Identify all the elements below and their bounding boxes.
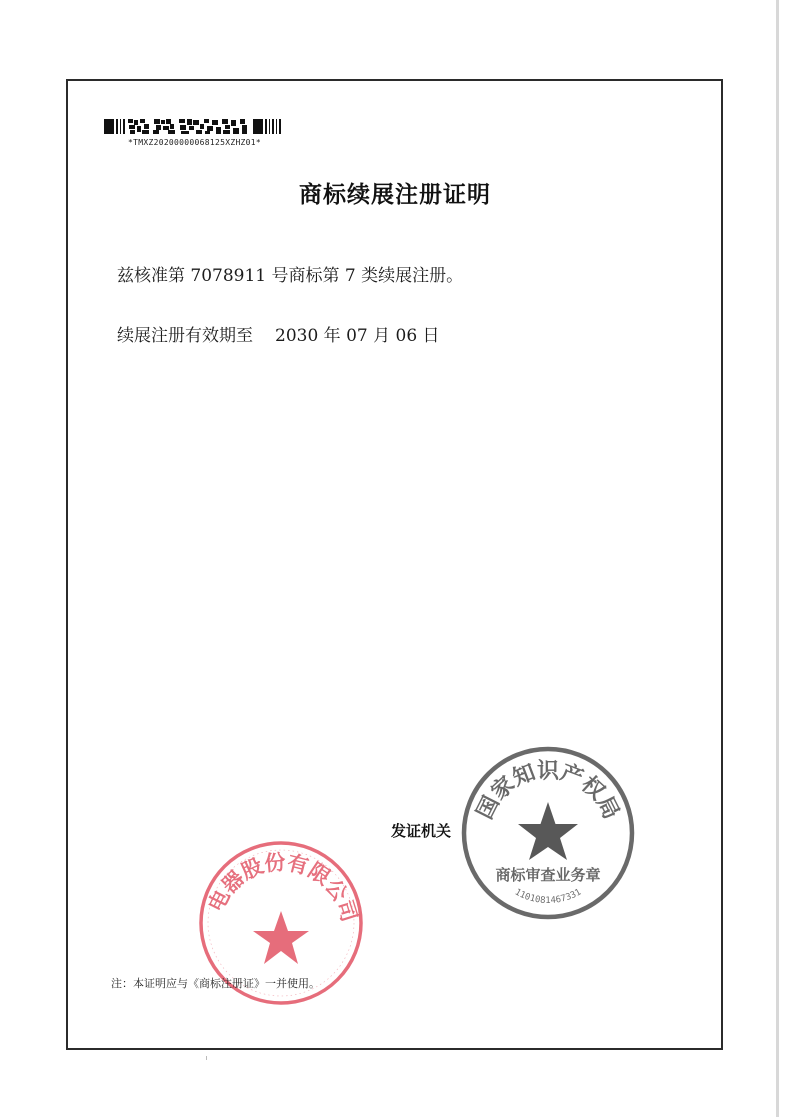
svg-text:电器股份有限公司 <box>204 850 362 925</box>
trademark-office-seal <box>458 743 638 923</box>
seal-number: 1101081467331 <box>512 887 584 907</box>
validity-label: 续展注册有效期至 <box>117 326 253 346</box>
page-edge <box>776 0 779 1117</box>
document-title: 商标续展注册证明 <box>299 182 491 208</box>
seal-arc-text: 国家知识产权局 <box>472 758 624 824</box>
scan-mark <box>206 1056 207 1060</box>
company-seal-arc-text: 电器股份有限公司 <box>203 849 362 925</box>
validity-date: 2030 年 07 月 06 日 <box>275 326 440 346</box>
barcode <box>104 117 290 136</box>
seal-center-text: 商标审查业务章 <box>495 866 601 884</box>
validity-line <box>117 321 440 346</box>
approval-statement: 兹核准第 7078911 号商标第 7 类续展注册。 <box>117 266 464 286</box>
usage-note: 注：本证明应与《商标注册证》一并使用。 <box>111 977 320 990</box>
issuer-label: 发证机关 <box>391 822 452 840</box>
svg-text:1101081467331 <box>513 887 583 906</box>
barcode-number: *TMXZ20200000068125XZHZ01* <box>128 138 262 147</box>
